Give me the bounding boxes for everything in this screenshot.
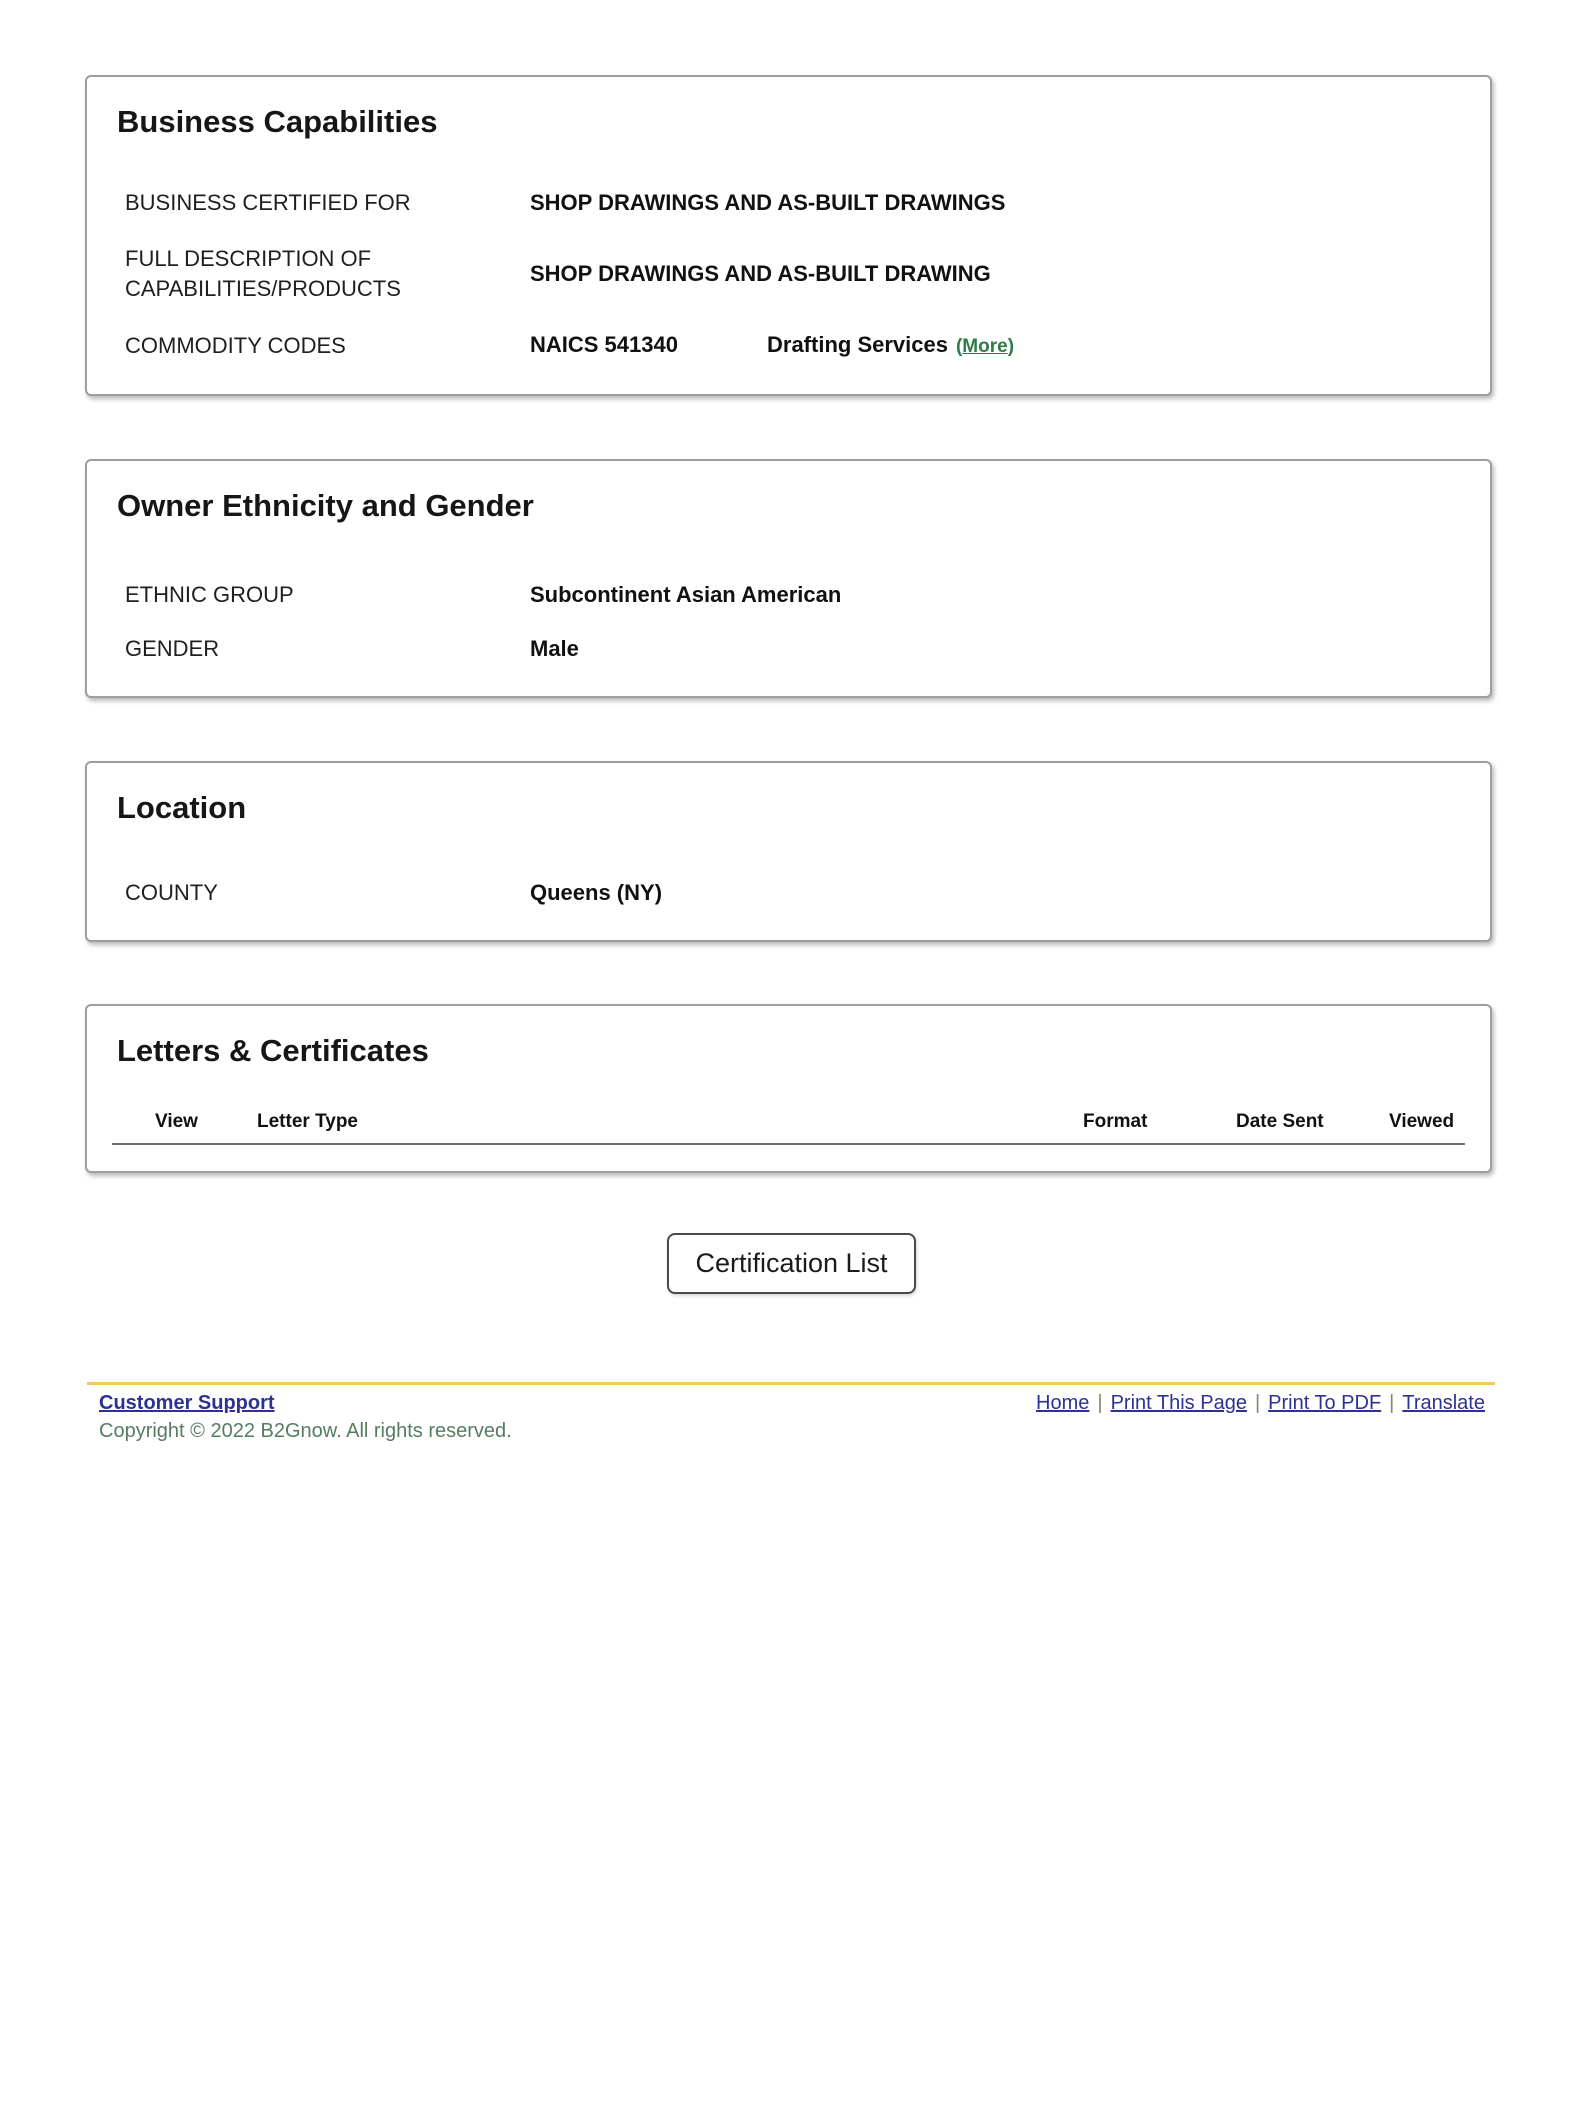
translate-link[interactable]: Translate [1402,1392,1485,1414]
commodity-codes-value [530,330,1014,362]
business-capabilities-rows [117,188,1460,362]
gender-value: Male [530,636,579,661]
copyright-text: Copyright © 2022 B2Gnow. All rights reserved. [99,1420,512,1442]
column-header-viewed: Viewed [1389,1111,1455,1132]
letters-certificates-panel [85,1004,1492,1173]
home-link[interactable]: Home [1036,1392,1090,1414]
owner-ethnicity-gender-rows [117,580,1460,664]
gender-label: GENDER [125,636,220,661]
business-capabilities-title: Business Capabilities [117,104,438,139]
location-rows [117,878,1460,908]
owner-ethnicity-gender-panel [85,459,1492,698]
letters-certificates-title: Letters & Certificates [117,1033,429,1068]
more-link-wrap [956,336,1014,357]
ethnic-group-value: Subcontinent Asian American [530,582,842,607]
full-description-value: SHOP DRAWINGS AND AS-BUILT DRAWING [530,261,991,286]
business-certified-for-label: BUSINESS CERTIFIED FOR [125,190,411,215]
location-title: Location [117,790,247,825]
naics-description: Drafting Services [767,332,948,357]
county-row [117,878,1460,908]
county-value: Queens (NY) [530,880,663,905]
full-description-label: FULL DESCRIPTION OF CAPABILITIES/PRODUCTS [125,246,401,301]
more-link[interactable]: More [962,336,1008,357]
footer-separator: | [1254,1392,1261,1414]
business-certified-for-value: SHOP DRAWINGS AND AS-BUILT DRAWINGS [530,190,1006,215]
footer-separator: | [1097,1392,1103,1414]
footer-separator: | [1389,1392,1395,1414]
print-to-pdf-link[interactable]: Print To PDF [1268,1392,1382,1414]
more-close-paren: ) [1007,336,1015,357]
gender-row [117,634,1460,664]
column-header-format: Format [1083,1111,1148,1132]
letters-certificates-table-header [112,1109,1465,1145]
more-open-paren: ( [955,336,963,357]
location-panel [85,761,1492,942]
certification-detail-page [0,75,1583,1443]
naics-code: NAICS 541340 [530,332,678,357]
footer-top-row [87,1392,1495,1415]
business-capabilities-panel [85,75,1492,396]
ethnic-group-row [117,580,1460,610]
customer-support-link[interactable]: Customer Support [99,1392,275,1414]
owner-ethnicity-gender-title: Owner Ethnicity and Gender [117,488,534,523]
county-label: COUNTY [125,880,218,905]
business-certified-for-row [117,188,1460,218]
print-this-page-link[interactable]: Print This Page [1110,1392,1247,1414]
column-header-view: View [155,1111,198,1132]
column-header-date-sent: Date Sent [1236,1111,1324,1132]
column-header-letter-type: Letter Type [257,1111,359,1132]
footer [87,1382,1495,1443]
ethnic-group-label: ETHNIC GROUP [125,582,294,607]
commodity-codes-label: COMMODITY CODES [125,333,346,358]
footer-nav-links [1036,1392,1485,1415]
certification-list-button[interactable]: Certification List [667,1233,915,1294]
full-description-row [117,244,1460,304]
commodity-codes-row [117,330,1460,362]
